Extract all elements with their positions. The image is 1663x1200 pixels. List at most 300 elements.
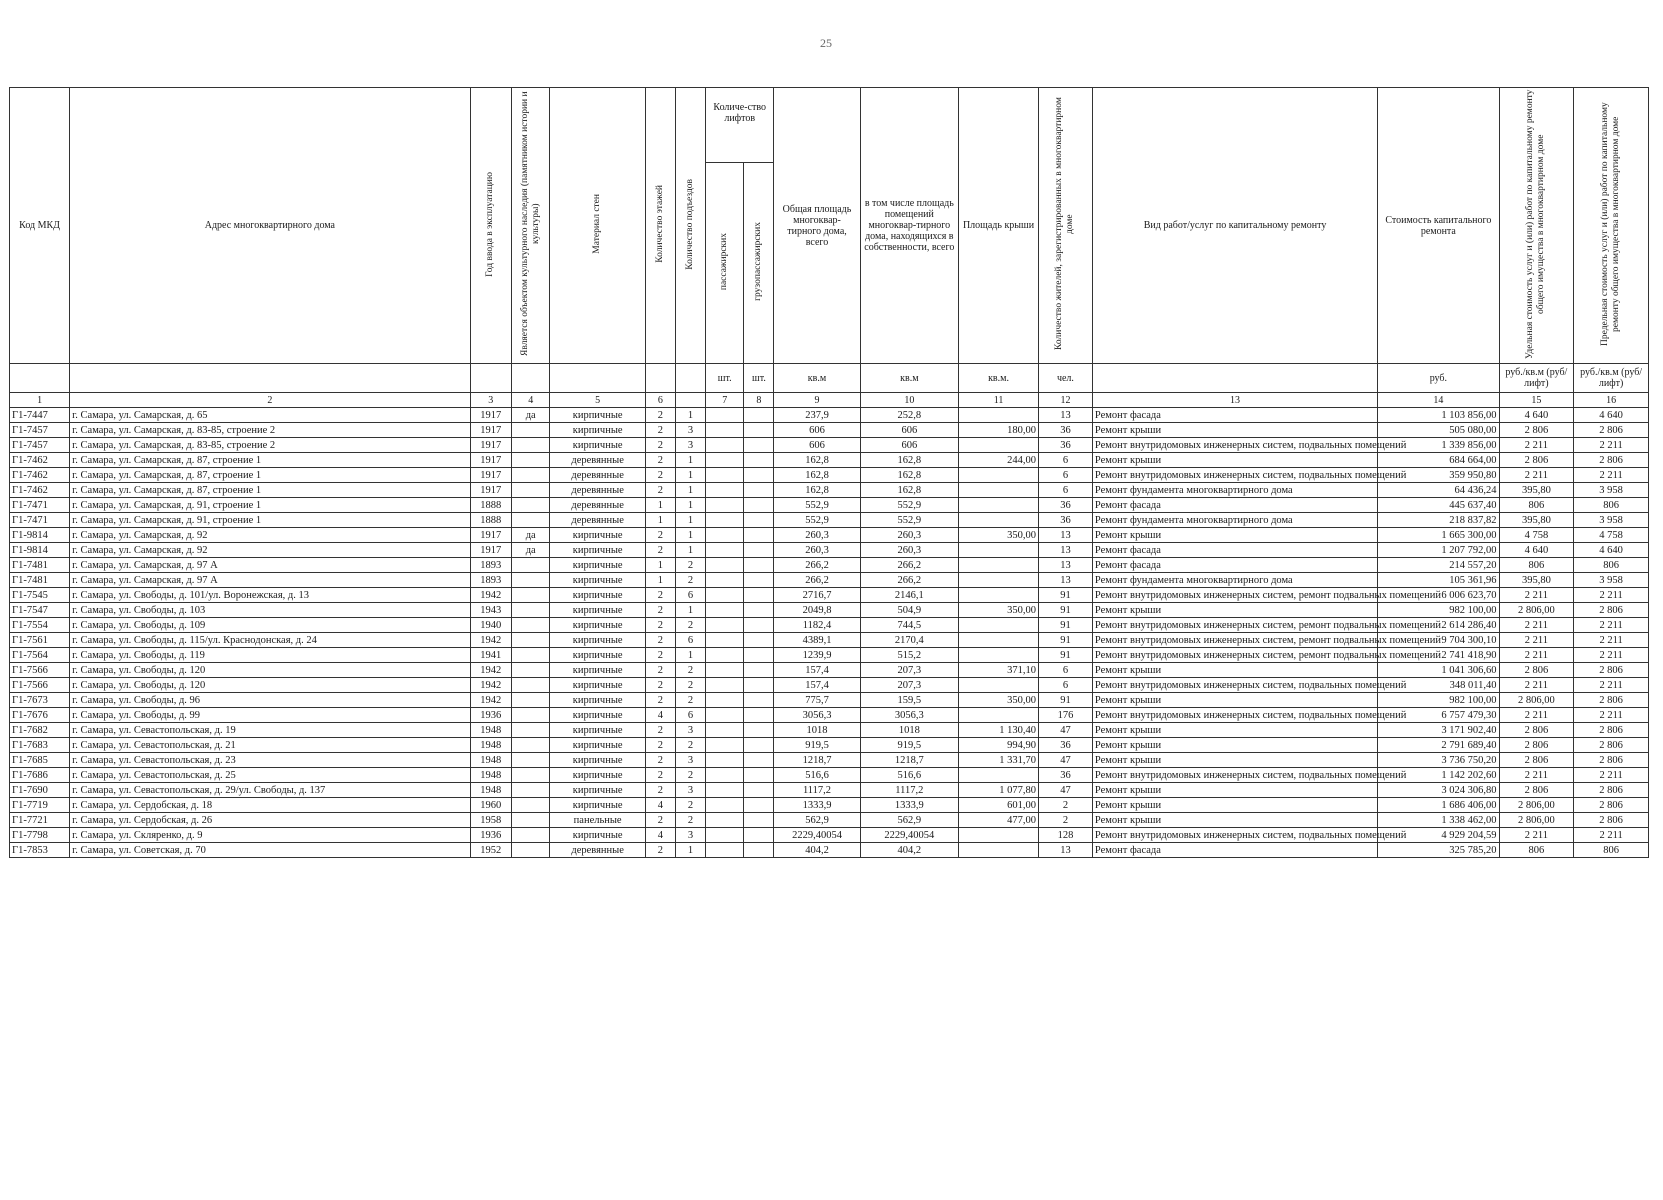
- cell-floors: 2: [645, 588, 675, 603]
- cell-limit-cost: 4 640: [1574, 543, 1649, 558]
- unit-lifts-pass: шт.: [706, 364, 744, 393]
- cell-walls: кирпичные: [550, 768, 645, 783]
- cell-area-owned: 919,5: [860, 738, 959, 753]
- table-row: [10, 783, 1649, 798]
- cell-roof-area: [959, 828, 1039, 843]
- cell-limit-cost: 806: [1574, 498, 1649, 513]
- table-row: [10, 513, 1649, 528]
- cell-unit-cost: 2 211: [1499, 468, 1574, 483]
- cell-floors: 2: [645, 528, 675, 543]
- cell-address: г. Самара, ул. Свободы, д. 120: [70, 678, 470, 693]
- cell-area-total: 266,2: [774, 558, 860, 573]
- cell-area-total: 516,6: [774, 768, 860, 783]
- cell-walls: кирпичные: [550, 678, 645, 693]
- cell-walls: кирпичные: [550, 438, 645, 453]
- cell-heritage: [512, 603, 550, 618]
- cell-walls: кирпичные: [550, 693, 645, 708]
- cell-unit-cost: 806: [1499, 558, 1574, 573]
- cell-unit-cost: 2 211: [1499, 588, 1574, 603]
- cell-limit-cost: 2 806: [1574, 723, 1649, 738]
- table-row: [10, 618, 1649, 633]
- cell-area-total: 162,8: [774, 483, 860, 498]
- cell-code: Г1-7447: [10, 408, 70, 423]
- unit-residents: чел.: [1038, 364, 1092, 393]
- cell-work-type: Ремонт внутридомовых инженерных систем, подвальных помещений: [1092, 468, 1377, 483]
- cell-lifts-pass: [706, 738, 744, 753]
- cell-year: 1917: [470, 453, 511, 468]
- column-number: 12: [1038, 393, 1092, 408]
- cell-code: Г1-7481: [10, 573, 70, 588]
- cell-code: Г1-7564: [10, 648, 70, 663]
- cell-cost: 359 950,80: [1378, 468, 1499, 483]
- cell-unit-cost: 2 806,00: [1499, 813, 1574, 828]
- cell-lifts-cargo: [744, 573, 774, 588]
- cell-lifts-pass: [706, 753, 744, 768]
- cell-cost: 325 785,20: [1378, 843, 1499, 858]
- cell-lifts-pass: [706, 558, 744, 573]
- header-limit-cost: Предельная стоимость услуг и (или) работ по капитальному ремонту общего имущества в многоквартирном доме: [1600, 102, 1622, 346]
- cell-code: Г1-7481: [10, 558, 70, 573]
- cell-lifts-cargo: [744, 453, 774, 468]
- cell-work-type: Ремонт внутридомовых инженерных систем, подвальных помещений: [1092, 828, 1377, 843]
- column-number: 5: [550, 393, 645, 408]
- cell-unit-cost: 2 806: [1499, 663, 1574, 678]
- cell-area-total: 4389,1: [774, 633, 860, 648]
- cell-cost: 1 142 202,60: [1378, 768, 1499, 783]
- cell-roof-area: 1 331,70: [959, 753, 1039, 768]
- cell-lifts-pass: [706, 588, 744, 603]
- cell-address: г. Самара, ул. Свободы, д. 99: [70, 708, 470, 723]
- cell-unit-cost: 806: [1499, 843, 1574, 858]
- cell-area-total: 162,8: [774, 453, 860, 468]
- cell-cost: 2 614 286,40: [1378, 618, 1499, 633]
- cell-area-owned: 744,5: [860, 618, 959, 633]
- cell-heritage: [512, 558, 550, 573]
- cell-area-owned: 252,8: [860, 408, 959, 423]
- cell-address: г. Самара, ул. Свободы, д. 119: [70, 648, 470, 663]
- cell-walls: кирпичные: [550, 798, 645, 813]
- cell-limit-cost: 3 958: [1574, 573, 1649, 588]
- cell-code: Г1-7471: [10, 498, 70, 513]
- unit-area-owned: кв.м: [860, 364, 959, 393]
- cell-area-owned: 606: [860, 438, 959, 453]
- cell-code: Г1-7566: [10, 663, 70, 678]
- cell-work-type: Ремонт крыши: [1092, 423, 1377, 438]
- cell-entrances: 2: [675, 693, 705, 708]
- cell-lifts-pass: [706, 423, 744, 438]
- cell-floors: 2: [645, 633, 675, 648]
- cell-code: Г1-7853: [10, 843, 70, 858]
- cell-area-total: 552,9: [774, 513, 860, 528]
- cell-roof-area: 371,10: [959, 663, 1039, 678]
- cell-floors: 2: [645, 468, 675, 483]
- cell-lifts-cargo: [744, 528, 774, 543]
- column-number: 1: [10, 393, 70, 408]
- cell-code: Г1-9814: [10, 543, 70, 558]
- cell-roof-area: [959, 648, 1039, 663]
- cell-limit-cost: 2 211: [1574, 633, 1649, 648]
- cell-walls: кирпичные: [550, 708, 645, 723]
- cell-entrances: 1: [675, 528, 705, 543]
- cell-entrances: 1: [675, 453, 705, 468]
- cell-limit-cost: 2 806: [1574, 813, 1649, 828]
- cell-heritage: [512, 738, 550, 753]
- cell-residents: 36: [1038, 738, 1092, 753]
- cell-walls: кирпичные: [550, 663, 645, 678]
- cell-lifts-cargo: [744, 408, 774, 423]
- cell-area-total: 3056,3: [774, 708, 860, 723]
- unit-lifts-cargo: шт.: [744, 364, 774, 393]
- header-walls: Материал стен: [592, 194, 603, 254]
- cell-walls: кирпичные: [550, 408, 645, 423]
- cell-lifts-cargo: [744, 678, 774, 693]
- cell-area-total: 260,3: [774, 543, 860, 558]
- cell-residents: 6: [1038, 468, 1092, 483]
- cell-heritage: [512, 468, 550, 483]
- cell-entrances: 2: [675, 768, 705, 783]
- cell-walls: панельные: [550, 813, 645, 828]
- cell-code: Г1-7721: [10, 813, 70, 828]
- header-code: Код МКД: [10, 88, 70, 364]
- cell-lifts-pass: [706, 828, 744, 843]
- cell-entrances: 1: [675, 483, 705, 498]
- cell-lifts-pass: [706, 513, 744, 528]
- table-row: [10, 633, 1649, 648]
- cell-area-owned: 515,2: [860, 648, 959, 663]
- header-cost: Стоимость капитального ремонта: [1378, 88, 1499, 364]
- cell-code: Г1-7686: [10, 768, 70, 783]
- cell-lifts-cargo: [744, 423, 774, 438]
- header-work-type: Вид работ/услуг по капитальному ремонту: [1092, 88, 1377, 364]
- cell-lifts-cargo: [744, 753, 774, 768]
- cell-unit-cost: 4 758: [1499, 528, 1574, 543]
- cell-limit-cost: 2 211: [1574, 438, 1649, 453]
- cell-heritage: [512, 753, 550, 768]
- cell-lifts-pass: [706, 438, 744, 453]
- cell-area-owned: 266,2: [860, 573, 959, 588]
- cell-lifts-cargo: [744, 768, 774, 783]
- cell-limit-cost: 3 958: [1574, 513, 1649, 528]
- cell-lifts-cargo: [744, 618, 774, 633]
- cell-lifts-cargo: [744, 828, 774, 843]
- cell-heritage: [512, 453, 550, 468]
- cell-address: г. Самара, ул. Самарская, д. 83-85, строение 2: [70, 423, 470, 438]
- cell-unit-cost: 2 211: [1499, 678, 1574, 693]
- cell-floors: 4: [645, 798, 675, 813]
- cell-year: 1948: [470, 768, 511, 783]
- cell-walls: кирпичные: [550, 558, 645, 573]
- cell-walls: деревянные: [550, 513, 645, 528]
- header-lifts: Количе-ство лифтов: [706, 88, 774, 163]
- cell-lifts-cargo: [744, 708, 774, 723]
- cell-cost: 505 080,00: [1378, 423, 1499, 438]
- cell-entrances: 2: [675, 618, 705, 633]
- cell-lifts-cargo: [744, 558, 774, 573]
- cell-walls: кирпичные: [550, 543, 645, 558]
- cell-unit-cost: 395,80: [1499, 513, 1574, 528]
- cell-cost: 348 011,40: [1378, 678, 1499, 693]
- cell-residents: 91: [1038, 633, 1092, 648]
- cell-limit-cost: 4 758: [1574, 528, 1649, 543]
- cell-limit-cost: 2 211: [1574, 708, 1649, 723]
- cell-residents: 13: [1038, 573, 1092, 588]
- cell-year: 1917: [470, 468, 511, 483]
- cell-work-type: Ремонт крыши: [1092, 753, 1377, 768]
- cell-cost: 1 686 406,00: [1378, 798, 1499, 813]
- cell-code: Г1-7566: [10, 678, 70, 693]
- cell-unit-cost: 2 806,00: [1499, 798, 1574, 813]
- cell-floors: 4: [645, 828, 675, 843]
- cell-residents: 128: [1038, 828, 1092, 843]
- cell-area-total: 2049,8: [774, 603, 860, 618]
- cell-unit-cost: 2 806: [1499, 783, 1574, 798]
- cell-unit-cost: 2 806: [1499, 723, 1574, 738]
- cell-code: Г1-7462: [10, 483, 70, 498]
- header-unit-cost: Удельная стоимость услуг и (или) работ по капитальному ремонту общего имущества в многоквартирном доме: [1525, 89, 1547, 359]
- cell-floors: 2: [645, 738, 675, 753]
- cell-roof-area: [959, 573, 1039, 588]
- cell-work-type: Ремонт крыши: [1092, 813, 1377, 828]
- cell-residents: 13: [1038, 408, 1092, 423]
- cell-heritage: [512, 588, 550, 603]
- page-number: 25: [820, 36, 832, 50]
- cell-work-type: Ремонт крыши: [1092, 453, 1377, 468]
- cell-year: 1888: [470, 513, 511, 528]
- cell-floors: 2: [645, 543, 675, 558]
- cell-roof-area: 601,00: [959, 798, 1039, 813]
- cell-code: Г1-7798: [10, 828, 70, 843]
- cell-walls: кирпичные: [550, 528, 645, 543]
- cell-floors: 1: [645, 513, 675, 528]
- cell-work-type: Ремонт фундамента многоквартирного дома: [1092, 573, 1377, 588]
- table-row: [10, 723, 1649, 738]
- cell-limit-cost: 2 211: [1574, 678, 1649, 693]
- table-row: [10, 663, 1649, 678]
- column-number: 15: [1499, 393, 1574, 408]
- cell-cost: 4 929 204,59: [1378, 828, 1499, 843]
- cell-lifts-cargo: [744, 798, 774, 813]
- cell-cost: 64 436,24: [1378, 483, 1499, 498]
- table-row: [10, 828, 1649, 843]
- cell-work-type: Ремонт крыши: [1092, 798, 1377, 813]
- cell-heritage: [512, 573, 550, 588]
- cell-walls: кирпичные: [550, 738, 645, 753]
- cell-floors: 2: [645, 813, 675, 828]
- cell-year: 1958: [470, 813, 511, 828]
- cell-heritage: [512, 438, 550, 453]
- cell-entrances: 2: [675, 738, 705, 753]
- cell-residents: 91: [1038, 603, 1092, 618]
- cell-year: 1940: [470, 618, 511, 633]
- cell-lifts-cargo: [744, 468, 774, 483]
- cell-floors: 2: [645, 603, 675, 618]
- cell-address: г. Самара, ул. Скляренко, д. 9: [70, 828, 470, 843]
- cell-area-total: 552,9: [774, 498, 860, 513]
- table-row: [10, 798, 1649, 813]
- cell-residents: 6: [1038, 453, 1092, 468]
- cell-floors: 2: [645, 693, 675, 708]
- cell-lifts-cargo: [744, 693, 774, 708]
- cell-floors: 2: [645, 438, 675, 453]
- cell-roof-area: [959, 468, 1039, 483]
- cell-limit-cost: 2 211: [1574, 648, 1649, 663]
- column-number: 16: [1574, 393, 1649, 408]
- cell-address: г. Самара, ул. Самарская, д. 87, строение 1: [70, 483, 470, 498]
- cell-unit-cost: 2 211: [1499, 768, 1574, 783]
- cell-roof-area: [959, 408, 1039, 423]
- cell-lifts-pass: [706, 483, 744, 498]
- cell-address: г. Самара, ул. Самарская, д. 92: [70, 528, 470, 543]
- cell-lifts-pass: [706, 843, 744, 858]
- table-row: [10, 408, 1649, 423]
- column-number: 2: [70, 393, 470, 408]
- cell-lifts-pass: [706, 678, 744, 693]
- cell-roof-area: [959, 588, 1039, 603]
- column-number: 10: [860, 393, 959, 408]
- cell-entrances: 2: [675, 798, 705, 813]
- cell-lifts-pass: [706, 453, 744, 468]
- cell-cost: 2 741 418,90: [1378, 648, 1499, 663]
- table-row: [10, 573, 1649, 588]
- cell-lifts-pass: [706, 693, 744, 708]
- cell-area-total: 157,4: [774, 663, 860, 678]
- cell-cost: 9 704 300,10: [1378, 633, 1499, 648]
- cell-lifts-pass: [706, 813, 744, 828]
- cell-roof-area: [959, 543, 1039, 558]
- cell-work-type: Ремонт фундамента многоквартирного дома: [1092, 483, 1377, 498]
- cell-area-owned: 162,8: [860, 468, 959, 483]
- table-row: [10, 453, 1649, 468]
- cell-cost: 982 100,00: [1378, 693, 1499, 708]
- cell-year: 1948: [470, 783, 511, 798]
- cell-walls: кирпичные: [550, 603, 645, 618]
- cell-floors: 2: [645, 408, 675, 423]
- cell-limit-cost: 2 211: [1574, 828, 1649, 843]
- cell-roof-area: 180,00: [959, 423, 1039, 438]
- table-row: [10, 423, 1649, 438]
- cell-area-owned: 207,3: [860, 663, 959, 678]
- table-row: [10, 708, 1649, 723]
- cell-residents: 47: [1038, 753, 1092, 768]
- cell-lifts-pass: [706, 603, 744, 618]
- cell-area-total: 157,4: [774, 678, 860, 693]
- cell-lifts-pass: [706, 708, 744, 723]
- cell-floors: 2: [645, 723, 675, 738]
- cell-unit-cost: 2 806: [1499, 423, 1574, 438]
- cell-year: 1936: [470, 708, 511, 723]
- cell-limit-cost: 2 806: [1574, 798, 1649, 813]
- header-year: Год ввода в эксплуатацию: [485, 171, 496, 277]
- cell-area-owned: 2170,4: [860, 633, 959, 648]
- cell-limit-cost: 2 211: [1574, 588, 1649, 603]
- cell-area-owned: 2229,40054: [860, 828, 959, 843]
- cell-lifts-pass: [706, 663, 744, 678]
- cell-residents: 13: [1038, 543, 1092, 558]
- column-number: 13: [1092, 393, 1377, 408]
- cell-lifts-pass: [706, 633, 744, 648]
- cell-address: г. Самара, ул. Самарская, д. 83-85, строение 2: [70, 438, 470, 453]
- cell-area-owned: 562,9: [860, 813, 959, 828]
- header-residents: Количество жителей, зарегистрированных в многоквартирном доме: [1054, 97, 1076, 351]
- cell-residents: 13: [1038, 843, 1092, 858]
- cell-year: 1960: [470, 798, 511, 813]
- cell-area-owned: 552,9: [860, 513, 959, 528]
- cell-work-type: Ремонт внутридомовых инженерных систем, ремонт подвальных помещений: [1092, 618, 1377, 633]
- cell-residents: 6: [1038, 678, 1092, 693]
- cell-limit-cost: 2 806: [1574, 693, 1649, 708]
- cell-year: 1917: [470, 543, 511, 558]
- cell-year: 1948: [470, 753, 511, 768]
- table-row: [10, 543, 1649, 558]
- cell-area-total: 404,2: [774, 843, 860, 858]
- cell-unit-cost: 2 211: [1499, 648, 1574, 663]
- cell-entrances: 1: [675, 543, 705, 558]
- cell-roof-area: [959, 768, 1039, 783]
- cell-address: г. Самара, ул. Севастопольская, д. 23: [70, 753, 470, 768]
- cell-entrances: 3: [675, 423, 705, 438]
- cell-limit-cost: 4 640: [1574, 408, 1649, 423]
- cell-work-type: Ремонт крыши: [1092, 783, 1377, 798]
- cell-entrances: 1: [675, 468, 705, 483]
- cell-lifts-cargo: [744, 738, 774, 753]
- cell-lifts-pass: [706, 498, 744, 513]
- cell-lifts-pass: [706, 768, 744, 783]
- cell-residents: 91: [1038, 618, 1092, 633]
- unit-limit-cost: руб./кв.м (руб/лифт): [1574, 364, 1649, 393]
- cell-walls: деревянные: [550, 498, 645, 513]
- cell-limit-cost: 2 806: [1574, 453, 1649, 468]
- cell-entrances: 6: [675, 633, 705, 648]
- cell-year: 1893: [470, 573, 511, 588]
- cell-year: 1948: [470, 723, 511, 738]
- cell-area-total: 1117,2: [774, 783, 860, 798]
- column-number: 6: [645, 393, 675, 408]
- cell-roof-area: [959, 483, 1039, 498]
- cell-heritage: [512, 678, 550, 693]
- cell-lifts-pass: [706, 798, 744, 813]
- cell-lifts-cargo: [744, 663, 774, 678]
- cell-area-total: 2229,40054: [774, 828, 860, 843]
- cell-walls: кирпичные: [550, 828, 645, 843]
- repair-register-table: [9, 87, 1649, 858]
- cell-walls: кирпичные: [550, 423, 645, 438]
- column-number: 8: [744, 393, 774, 408]
- cell-entrances: 3: [675, 783, 705, 798]
- cell-address: г. Самара, ул. Севастопольская, д. 29/ул. Свободы, д. 137: [70, 783, 470, 798]
- cell-year: 1936: [470, 828, 511, 843]
- cell-heritage: [512, 828, 550, 843]
- cell-work-type: Ремонт фасада: [1092, 498, 1377, 513]
- header-area-owned: в том числе площадь помещений многоквар-тирного дома, находящихся в собственности, всего: [860, 88, 959, 364]
- cell-address: г. Самара, ул. Советская, д. 70: [70, 843, 470, 858]
- cell-unit-cost: 2 211: [1499, 828, 1574, 843]
- cell-floors: 2: [645, 483, 675, 498]
- cell-heritage: [512, 693, 550, 708]
- cell-entrances: 2: [675, 558, 705, 573]
- cell-year: 1917: [470, 438, 511, 453]
- cell-heritage: [512, 708, 550, 723]
- cell-floors: 2: [645, 663, 675, 678]
- cell-area-total: 260,3: [774, 528, 860, 543]
- cell-work-type: Ремонт крыши: [1092, 738, 1377, 753]
- cell-code: Г1-7690: [10, 783, 70, 798]
- cell-limit-cost: 2 806: [1574, 423, 1649, 438]
- cell-year: 1888: [470, 498, 511, 513]
- cell-code: Г1-7719: [10, 798, 70, 813]
- cell-code: Г1-7682: [10, 723, 70, 738]
- cell-heritage: [512, 648, 550, 663]
- cell-address: г. Самара, ул. Свободы, д. 115/ул. Краснодонская, д. 24: [70, 633, 470, 648]
